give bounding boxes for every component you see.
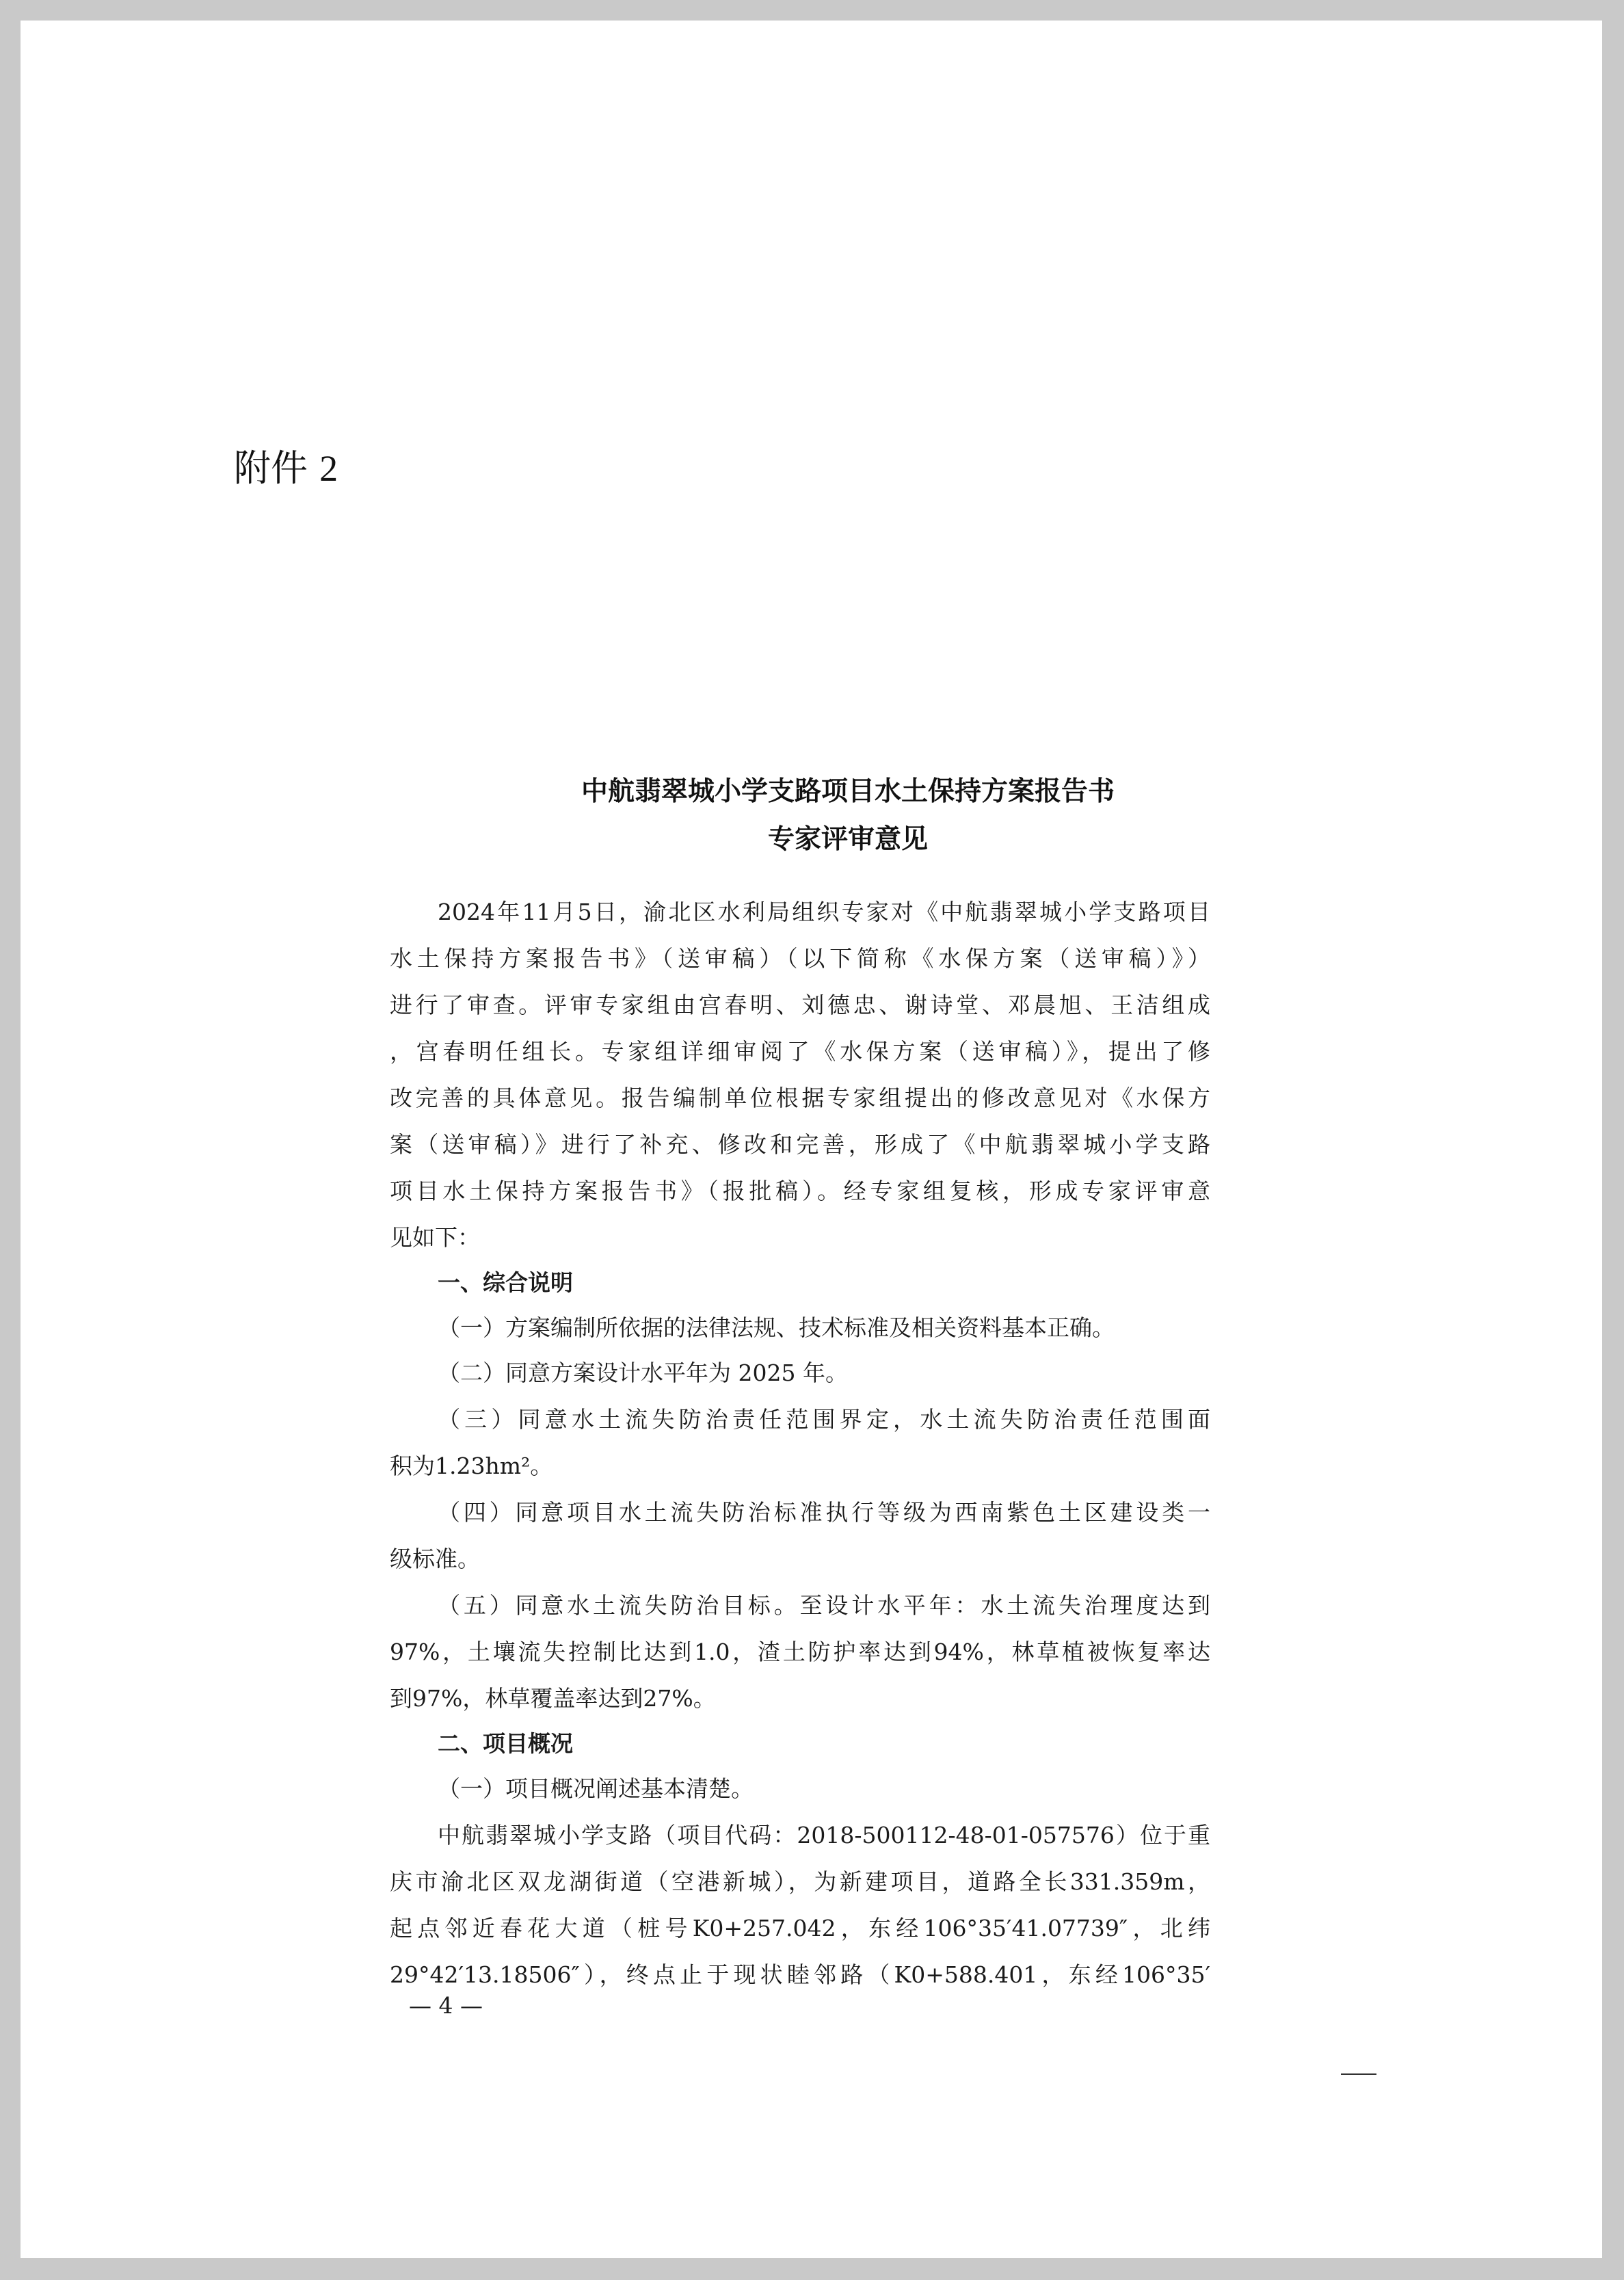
project-para-line-2: 庆市渝北区双龙湖街道（空港新城），为新建项目，道路全长331.359m，	[390, 1868, 1210, 1895]
section-1-item-5-line-1: （五）同意水土流失防治目标。至设计水平年：水土流失治理度达到	[438, 1592, 1210, 1619]
intro-line-6: 案（送审稿）》进行了补充、修改和完善，形成了《中航翡翠城小学支路	[390, 1131, 1210, 1158]
intro-line-8: 见如下：	[390, 1224, 480, 1251]
document-page	[21, 21, 1602, 2258]
project-para-line-3: 起点邻近春花大道（桩号K0+257.042，东经106°35′41.07739″，北纬	[390, 1915, 1210, 1941]
attachment-number: 2	[319, 448, 338, 489]
page-number: — 4 —	[409, 1992, 483, 2019]
intro-line-7: 项目水土保持方案报告书》（报批稿）。经专家组复核，形成专家评审意	[390, 1178, 1210, 1204]
section-1-heading: 一、综合说明	[438, 1269, 573, 1296]
section-2-item-1: （一）项目概况阐述基本清楚。	[438, 1775, 754, 1802]
document-title: 中航翡翠城小学支路项目水土保持方案报告书	[581, 776, 1115, 807]
section-1-item-5-line-3: 到97%，林草覆盖率达到27%。	[390, 1685, 716, 1712]
project-para-line-4: 29°42′13.18506″），终点止于现状睦邻路（K0+588.401，东经106°35′	[390, 1961, 1210, 1988]
intro-line-5: 改完善的具体意见。报告编制单位根据专家组提出的修改意见对《水保方	[390, 1085, 1210, 1111]
section-1-item-3-line-2: 积为1.23hm²。	[390, 1453, 553, 1479]
section-1-item-3-line-1: （三）同意水土流失防治责任范围界定，水土流失防治责任范围面	[438, 1406, 1210, 1433]
section-2-heading: 二、项目概况	[438, 1730, 573, 1757]
intro-line-4: ，宫春明任组长。专家组详细审阅了《水保方案（送审稿）》，提出了修	[390, 1038, 1210, 1065]
attachment-word: 附件	[234, 447, 308, 490]
intro-line-1: 2024年11月5日，渝北区水利局组织专家对《中航翡翠城小学支路项目	[438, 899, 1210, 925]
intro-line-3: 进行了审查。评审专家组由宫春明、刘德忠、谢诗堂、邓晨旭、王洁组成	[390, 992, 1210, 1018]
intro-line-2: 水土保持方案报告书》（送审稿）（以下简称《水保方案（送审稿）》）	[390, 945, 1210, 972]
project-para-line-1: 中航翡翠城小学支路（项目代码：2018-500112-48-01-057576）位于重	[438, 1822, 1210, 1848]
margin-dash	[1341, 2073, 1376, 2075]
document-subtitle: 专家评审意见	[767, 824, 928, 855]
section-1-item-4-line-1: （四）同意项目水土流失防治标准执行等级为西南紫色土区建设类一	[438, 1499, 1210, 1526]
section-1-item-5-line-2: 97%，土壤流失控制比达到1.0，渣土防护率达到94%，林草植被恢复率达	[390, 1639, 1210, 1665]
attachment-label	[234, 447, 338, 490]
section-1-item-4-line-2: 级标准。	[390, 1546, 480, 1572]
section-1-item-1: （一）方案编制所依据的法律法规、技术标准及相关资料基本正确。	[438, 1314, 1115, 1341]
section-1-item-2: （二）同意方案设计水平年为 2025 年。	[438, 1360, 848, 1386]
